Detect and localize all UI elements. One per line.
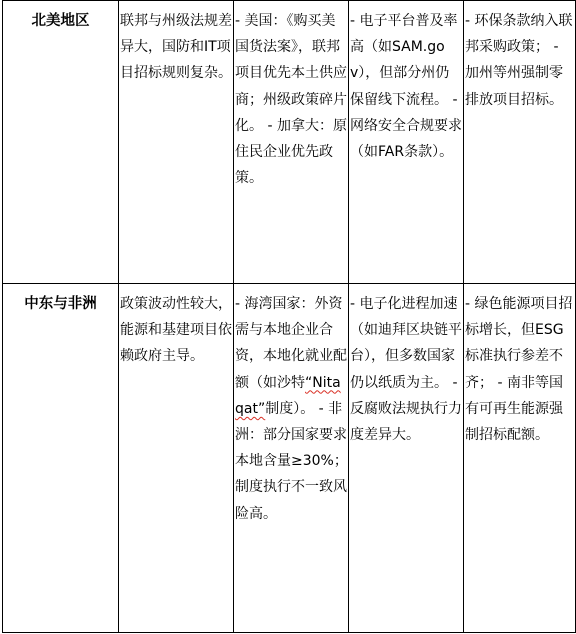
green-cell: - 绿色能源项目招标增长，但ESG标准执行参差不齐； - 南非等国有可再生能源强制招标配额。 (464, 284, 576, 633)
region-cell: 中东与非洲 (3, 284, 119, 633)
localization-cell: - 美国：《购买美国货法案》，联邦项目优先本土供应商；州级政策碎片化。 - 加拿大：原住民企业优先政策。 (234, 1, 349, 284)
regional-procurement-table (2, 0, 576, 633)
table-row (3, 1, 576, 284)
policy-cell: 政策波动性较大，能源和基建项目依赖政府主导。 (119, 284, 234, 633)
spellcheck-flagged-term: “Nitaqat” (235, 374, 341, 417)
localization-cell (234, 284, 349, 633)
digital-cell: - 电子平台普及率高（如SAM.gov），但部分州仍保留线下流程。 - 网络安全合规要求（如FAR条款）。 (349, 1, 464, 284)
localization-text-start: - 海湾国家：外资需与本地企业合资，本地化就业配额（如沙特 (235, 296, 347, 391)
digital-cell: - 电子化进程加速（如迪拜区块链平台），但多数国家仍以纸质为主。 - 反腐败法规执行力度差异大。 (349, 284, 464, 633)
table-row (3, 284, 576, 633)
region-cell: 北美地区 (3, 1, 119, 284)
policy-cell: 联邦与州级法规差异大，国防和IT项目招标规则复杂。 (119, 1, 234, 284)
localization-text-end: 制度）。 - 非洲：部分国家要求本地含量≥30%；制度执行不一致风险高。 (235, 400, 348, 522)
green-cell: - 环保条款纳入联邦采购政策； - 加州等州强制零排放项目招标。 (464, 1, 576, 284)
